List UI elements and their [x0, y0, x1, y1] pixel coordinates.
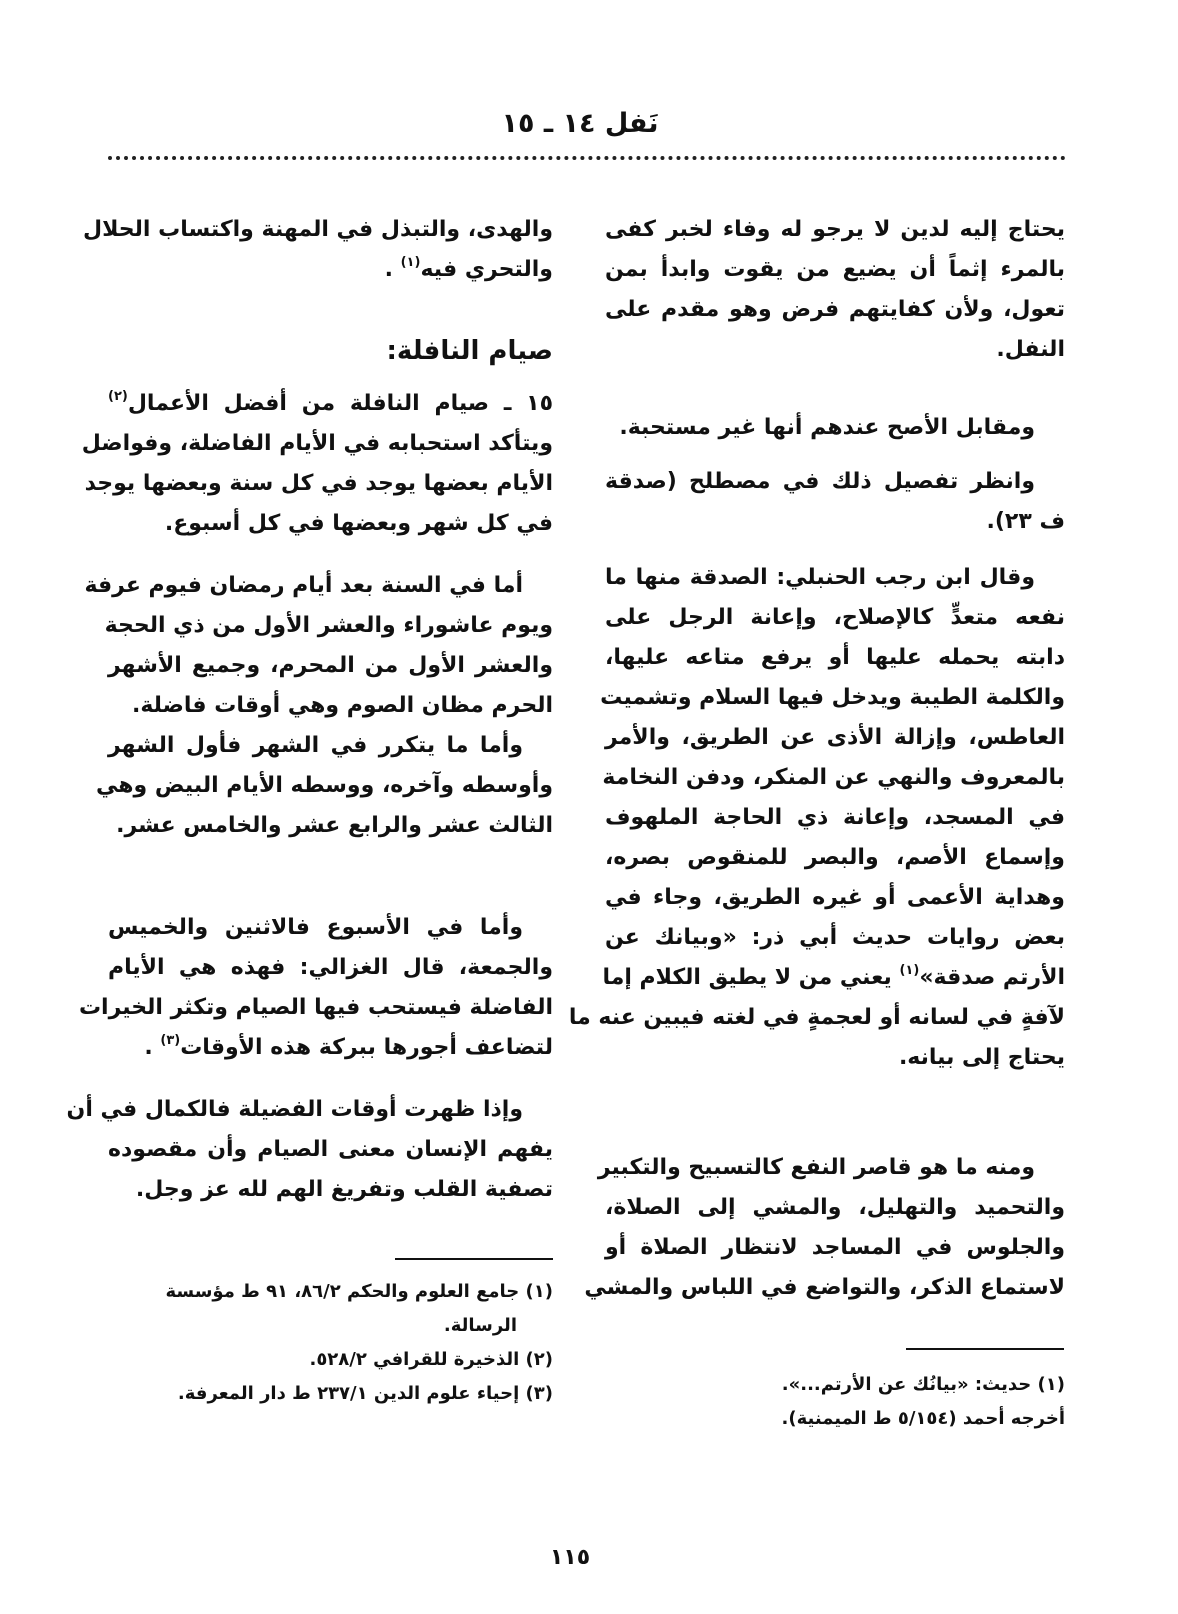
text-line: الرسالة. — [443, 1315, 517, 1336]
paragraph — [96, 726, 553, 846]
text-line: وأما ما يتكرر في الشهر فأول الشهر — [108, 733, 523, 758]
text-line: بالمعروف والنهي عن المنكر، ودفن النخامة — [602, 765, 1065, 790]
text-segment: لتضاعف أجورها ببركة هذه الأوقات — [180, 1035, 553, 1060]
text-line: يفهم الإنسان معنى الصيام وأن مقصوده — [108, 1137, 553, 1162]
text-line: ويوم عاشوراء والعشر الأول من ذي الحجة — [104, 613, 553, 638]
text-line — [108, 250, 553, 290]
text-line: ومنه ما هو قاصر النفع كالتسبيح والتكبير — [597, 1155, 1035, 1180]
text-segment: . — [144, 1035, 161, 1060]
section-heading: صيام النافلة: — [386, 336, 553, 366]
text-segment: والتحري فيه — [420, 257, 553, 282]
text-segment: . — [384, 257, 401, 282]
text-line: والجمعة، قال الغزالي: فهذه هي الأيام — [108, 955, 553, 980]
text-line: ف ٢٣). — [986, 509, 1065, 534]
paragraph — [82, 210, 553, 290]
text-line: أما في السنة بعد أيام رمضان فيوم عرفة — [84, 573, 523, 598]
text-line — [108, 1028, 553, 1068]
text-line: بعض روايات حديث أبي ذر: «وبيانك عن — [605, 925, 1065, 950]
text-line: بالمرء إثماً أن يضيع من يقوت وابدأ بمن — [605, 257, 1065, 282]
text-line: نفعه متعدٍّ كالإصلاح، وإعانة الرجل على — [605, 605, 1065, 630]
footnote-rule — [906, 1348, 1064, 1350]
footnote-marker: (٣) — [160, 1033, 181, 1048]
text-line: والتحميد والتهليل، والمشي إلى الصلاة، — [605, 1195, 1065, 1220]
text-line: والكلمة الطيبة ويدخل فيها السلام وتشميت — [600, 685, 1065, 710]
text-line: وهداية الأعمى أو غيره الطريق، وجاء في — [605, 885, 1065, 910]
paragraph — [78, 908, 553, 1068]
text-line: والعشر الأول من المحرم، وجميع الأشهر — [108, 653, 553, 678]
text-line: النفل. — [996, 337, 1065, 362]
footnote — [108, 1343, 553, 1377]
text-segment: ١٥ ـ صيام النافلة من أفضل الأعمال — [127, 391, 553, 416]
text-line: لآفةٍ في لسانه أو لعجمةٍ في لغته فيبين عنه ما — [568, 1005, 1065, 1030]
paragraph — [66, 1090, 553, 1210]
header-dotted-rule — [108, 156, 1066, 160]
text-line: الحرم مظان الصوم وهي أوقات فاضلة. — [131, 693, 553, 718]
text-line: (١) جامع العلوم والحكم ٨٦/٢، ٩١ ط مؤسسة — [165, 1281, 553, 1302]
text-line: يحتاج إلى بيانه. — [898, 1045, 1065, 1070]
text-line: تعول، ولأن كفايتهم فرض وهو مقدم على — [605, 297, 1065, 322]
text-line: الفاضلة فيستحب فيها الصيام وتكثر الخيرات — [78, 995, 553, 1020]
text-line: الثالث عشر والرابع عشر والخامس عشر. — [116, 813, 553, 838]
paragraph — [568, 558, 1065, 1078]
text-line: يحتاج إليه لدين لا يرجو له وفاء لخبر كفى — [605, 217, 1065, 242]
text-line: (٢) الذخيرة للقرافي ٥٢٨/٢. — [309, 1349, 553, 1370]
text-line: وانظر تفصيل ذلك في مصطلح (صدقة — [605, 469, 1035, 494]
text-line — [602, 958, 1065, 998]
text-line: ويتأكد استحبابه في الأيام الفاضلة، وفواضل — [81, 431, 553, 456]
text-line: في المسجد، وإعانة ذي الحاجة الملهوف — [605, 805, 1065, 830]
text-line: ومقابل الأصح عندهم أنها غير مستحبة. — [619, 415, 1035, 440]
paragraph — [584, 1148, 1065, 1308]
text-line: والهدى، والتبذل في المهنة واكتساب الحلال — [82, 217, 553, 242]
paragraph — [84, 566, 553, 726]
text-line: وأما في الأسبوع فالاثنين والخميس — [108, 915, 523, 940]
text-line: دابته يحمله عليها أو يرفع متاعه عليها، — [605, 645, 1065, 670]
page-number: ١١٥ — [549, 1545, 591, 1570]
text-line: أخرجه أحمد (٥/١٥٤ ط الميمنية). — [781, 1408, 1065, 1429]
text-line: تصفية القلب وتفريغ الهم لله عز وجل. — [135, 1177, 553, 1202]
text-line: والجلوس في المساجد لانتظار الصلاة أو — [605, 1235, 1065, 1260]
footnote — [108, 1275, 553, 1343]
text-line: في كل شهر وبعضها في كل أسبوع. — [164, 511, 553, 536]
footnote-marker: (١) — [400, 255, 421, 270]
footnote-rule — [395, 1258, 553, 1260]
text-line: وقال ابن رجب الحنبلي: الصدقة منها ما — [605, 565, 1035, 590]
text-line: وأوسطه وآخره، ووسطه الأيام البيض وهي — [96, 773, 553, 798]
text-line: العاطس، وإزالة الأذى عن الطريق، والأمر — [605, 725, 1065, 750]
paragraph — [81, 384, 553, 544]
paragraph — [605, 210, 1065, 370]
running-header: نَفل ١٤ ـ ١٥ — [501, 108, 659, 139]
text-line — [108, 384, 553, 424]
text-segment: يعني من لا يطيق الكلام إما — [602, 965, 900, 990]
footnote-marker: (٢) — [108, 389, 128, 404]
text-segment: الأرتم صدقة» — [919, 965, 1065, 990]
paragraph — [605, 408, 1065, 448]
text-line: وإسماع الأصم، والبصر للمنقوص بصره، — [605, 845, 1065, 870]
text-line: وإذا ظهرت أوقات الفضيلة فالكمال في أن — [66, 1097, 523, 1122]
footnotes — [620, 1368, 1065, 1436]
footnote — [620, 1368, 1065, 1436]
text-line: الأيام بعضها يوجد في كل سنة وبعضها يوجد — [84, 471, 553, 496]
text-line: (١) حديث: «بيانُك عن الأرتم...». — [781, 1374, 1065, 1395]
text-line: لاستماع الذكر، والتواضع في اللباس والمشي — [584, 1275, 1065, 1300]
footnotes — [108, 1275, 553, 1411]
text-line: (٣) إحياء علوم الدين ٢٣٧/١ ط دار المعرفة. — [177, 1383, 553, 1404]
footnote-marker: (١) — [899, 963, 920, 978]
footnote — [108, 1377, 553, 1411]
paragraph — [605, 462, 1065, 542]
